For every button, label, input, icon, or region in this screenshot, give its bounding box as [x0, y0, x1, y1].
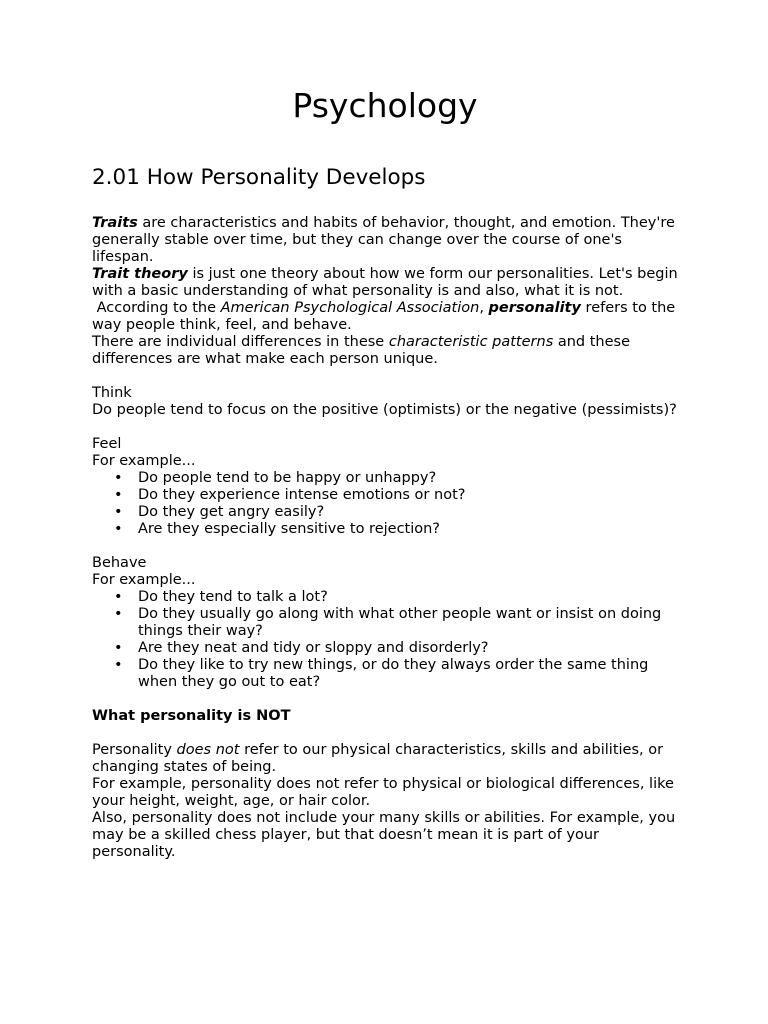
list-item — [114, 487, 678, 504]
differences-suffix: and these differences are what make each person unique. — [92, 334, 631, 367]
trait-theory-term: Trait theory — [92, 266, 188, 282]
traits-term: Traits — [92, 215, 138, 231]
spacer — [92, 419, 678, 436]
bullet-icon: • — [114, 521, 123, 537]
bullet-icon: • — [114, 589, 123, 605]
feel-list — [92, 470, 678, 538]
list-item-text: Are they neat and tidy or sloppy and disorderly? — [138, 640, 489, 656]
feel-example: For example... — [92, 453, 196, 469]
behave-list — [92, 589, 678, 691]
list-item-text: Do they usually go along with what other people want or insist on doing things their way? — [138, 606, 662, 639]
spacer — [92, 691, 678, 708]
list-item — [114, 657, 678, 691]
bullet-icon: • — [114, 640, 123, 656]
think-label: Think — [92, 385, 132, 401]
behave-label: Behave — [92, 555, 147, 571]
bullet-icon: • — [114, 606, 123, 622]
trait-theory-text: is just one theory about how we form our personalities. Let's begin with a basic understanding of what personality is and also, what it is not. — [92, 266, 678, 299]
apa-name: American Psychological Association — [220, 300, 480, 316]
list-item — [114, 521, 678, 538]
section-heading: 2.01 How Personality Develops — [92, 165, 426, 190]
not-paragraph-2: For example, personality does not refer to physical or biological differences, like your height, weight, age, or hair color. — [92, 776, 674, 809]
trait-theory-paragraph — [92, 266, 678, 300]
document-title: Psychology — [292, 86, 478, 125]
personality-term: personality — [488, 300, 581, 316]
apa-prefix: According to the — [92, 300, 221, 316]
not-p1-prefix: Personality — [92, 742, 177, 758]
not-paragraph-3: Also, personality does not include your many skills or abilities. For example, you may be a skilled chess player, but that doesn’t mean it is part of your personality. — [92, 810, 676, 860]
list-item-text: Do they experience intense emotions or not? — [138, 487, 466, 503]
apa-paragraph — [92, 300, 678, 334]
traits-text: are characteristics and habits of behavior, thought, and emotion. They're generally stable over time, but they can change over the course of one's lifespan. — [92, 215, 675, 265]
document-body — [92, 215, 678, 861]
behave-example: For example... — [92, 572, 196, 588]
spacer — [92, 368, 678, 385]
traits-paragraph — [92, 215, 678, 266]
list-item-text: Do people tend to be happy or unhappy? — [138, 470, 437, 486]
not-section-heading: What personality is NOT — [92, 708, 291, 724]
bullet-icon: • — [114, 657, 123, 673]
list-item — [114, 504, 678, 521]
bullet-icon: • — [114, 470, 123, 486]
think-text: Do people tend to focus on the positive (optimists) or the negative (pessimists)? — [92, 402, 677, 418]
apa-suffix: refers to the way people think, feel, and behave. — [92, 300, 680, 333]
feel-label: Feel — [92, 436, 122, 452]
bullet-icon: • — [114, 487, 123, 503]
spacer — [92, 725, 678, 742]
list-item-text: Are they especially sensitive to rejection? — [138, 521, 441, 537]
list-item — [114, 470, 678, 487]
not-paragraph-1 — [92, 742, 678, 776]
list-item-text: Do they get angry easily? — [138, 504, 325, 520]
differences-paragraph — [92, 334, 678, 368]
list-item — [114, 606, 678, 640]
list-item — [114, 640, 678, 657]
spacer — [92, 538, 678, 555]
differences-term: characteristic patterns — [388, 334, 554, 350]
not-p1-emphasis: does not — [176, 742, 240, 758]
list-item-text: Do they like to try new things, or do they always order the same thing when they go out to eat? — [138, 657, 649, 690]
not-p1-suffix: refer to our physical characteristics, skills and abilities, or changing states of being. — [92, 742, 664, 775]
apa-comma: , — [479, 300, 489, 316]
list-item — [114, 589, 678, 606]
bullet-icon: • — [114, 504, 123, 520]
list-item-text: Do they tend to talk a lot? — [138, 589, 328, 605]
differences-prefix: There are individual differences in these — [92, 334, 389, 350]
